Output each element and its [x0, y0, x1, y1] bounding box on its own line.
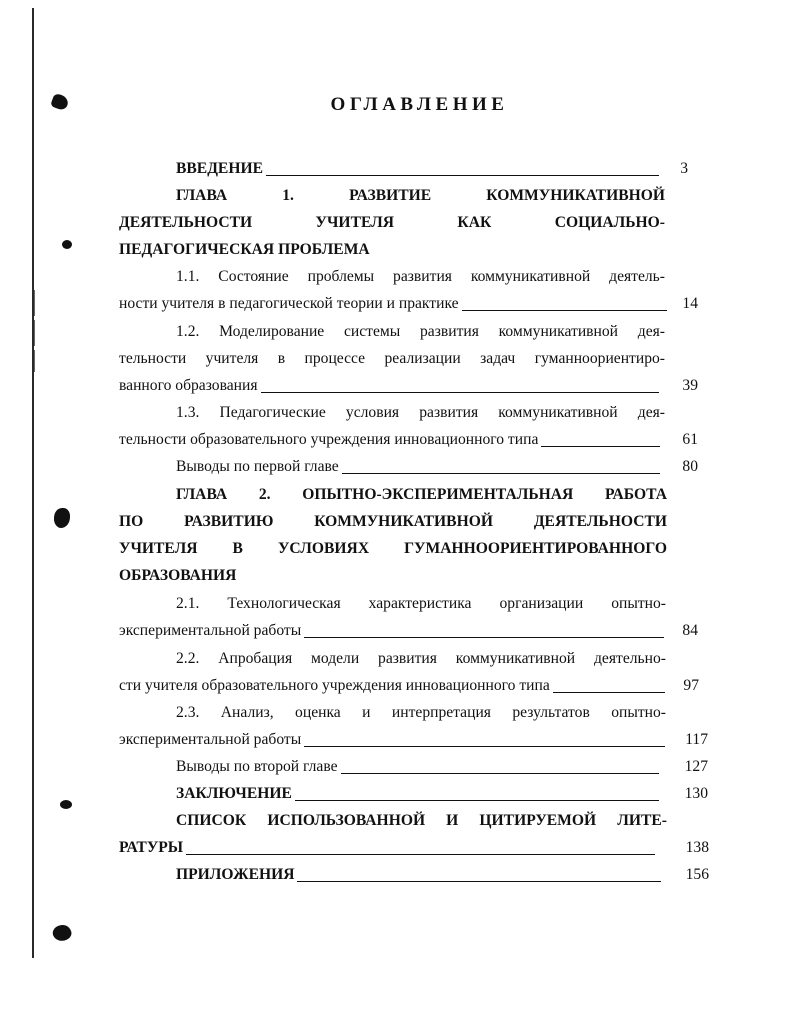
section-2-3	[119, 730, 665, 750]
section-1-3: 1.3. Педагогические условия развития коммуникативной дея-	[176, 404, 665, 421]
leader-line	[304, 746, 665, 747]
toc-entry-label: ПРИЛОЖЕНИЯ	[176, 866, 295, 883]
toc-entry-conclusion	[176, 784, 659, 804]
punch-hole-mark	[50, 922, 73, 944]
toc-entry-label: Выводы по второй главе	[176, 758, 338, 775]
scan-mark	[34, 290, 35, 316]
section-1-2: 1.2. Моделирование системы развития коммуникативной дея-	[176, 323, 665, 340]
leader-line	[297, 881, 661, 882]
toc-entry-label: экспериментальной работы	[119, 731, 302, 748]
page-number: 156	[685, 866, 709, 883]
page-number: 61	[682, 431, 698, 448]
section-1-3	[119, 430, 660, 450]
leader-line	[553, 692, 665, 693]
toc-entry-label: ВВЕДЕНИЕ	[176, 160, 263, 177]
toc-entry-label: Выводы по первой главе	[176, 458, 339, 475]
page-number: 117	[685, 731, 708, 748]
page-number: 80	[682, 458, 698, 475]
section-1-1: 1.1. Состояние проблемы развития коммуникативной деятель-	[176, 268, 665, 285]
toc-entry-label: тельности образовательного учреждения инновационного типа	[119, 431, 539, 448]
leader-line	[341, 773, 659, 774]
toc-entry-label: сти учителя образовательного учреждения инновационного типа	[119, 677, 550, 694]
section-2-2: 2.2. Апробация модели развития коммуникативной деятельно-	[176, 650, 666, 667]
punch-hole-mark	[62, 240, 72, 249]
section-1-2: тельности учителя в процессе реализации задач гуманноориентиро-	[119, 350, 665, 367]
page-number: 14	[682, 295, 698, 312]
leader-line	[295, 800, 659, 801]
toc-entry-label: ванного образования	[119, 377, 258, 394]
page-number: 138	[685, 839, 709, 856]
toc-entry-references	[119, 838, 655, 858]
punch-hole-mark	[60, 800, 72, 809]
toc-entry-intro	[176, 159, 659, 179]
toc-entry-label: РАТУРЫ	[119, 839, 184, 856]
page-number: 84	[682, 622, 698, 639]
toc-entry-label: экспериментальной работы	[119, 622, 302, 639]
page-number: 97	[683, 677, 699, 694]
chapter-2-heading: ГЛАВА 2. ОПЫТНО-ЭКСПЕРИМЕНТАЛЬНАЯ РАБОТА	[176, 486, 667, 503]
page-number: 130	[684, 785, 708, 802]
page-number: 3	[680, 160, 688, 177]
chapter-2-heading: УЧИТЕЛЯ В УСЛОВИЯХ ГУМАННООРИЕНТИРОВАННОГО	[119, 540, 667, 557]
chapter-1-heading: ПЕДАГОГИЧЕСКАЯ ПРОБЛЕМА	[119, 241, 370, 258]
leader-line	[186, 854, 655, 855]
punch-hole-mark	[54, 508, 70, 528]
chapter-1-heading: ГЛАВА 1. РАЗВИТИЕ КОММУНИКАТИВНОЙ	[176, 187, 665, 204]
section-2-3: 2.3. Анализ, оценка и интерпретация результатов опытно-	[176, 704, 666, 721]
section-2-1: 2.1. Технологическая характеристика организации опытно-	[176, 595, 666, 612]
section-1-2	[119, 376, 659, 396]
leader-line	[266, 175, 659, 176]
section-2-1	[119, 621, 664, 641]
leader-line	[342, 473, 660, 474]
chapter-2-heading: ПО РАЗВИТИЮ КОММУНИКАТИВНОЙ ДЕЯТЕЛЬНОСТИ	[119, 513, 667, 530]
scan-mark	[34, 320, 35, 346]
leader-line	[541, 446, 660, 447]
page-number: 127	[684, 758, 708, 775]
toc-entry-conclusions-2	[176, 757, 659, 777]
page-number: 39	[682, 377, 698, 394]
section-2-2	[119, 676, 665, 696]
chapter-1-heading: ДЕЯТЕЛЬНОСТИ УЧИТЕЛЯ КАК СОЦИАЛЬНО-	[119, 214, 665, 231]
leader-line	[304, 637, 664, 638]
scan-mark	[34, 350, 35, 372]
page-title: ОГЛАВЛЕНИЕ	[330, 94, 509, 115]
toc-entry-conclusions-1	[176, 457, 660, 477]
toc-entry-label: ности учителя в педагогической теории и практике	[119, 295, 459, 312]
binding-edge	[32, 8, 34, 958]
section-1-1	[119, 294, 667, 314]
leader-line	[261, 392, 659, 393]
toc-entry-references: СПИСОК ИСПОЛЬЗОВАННОЙ И ЦИТИРУЕМОЙ ЛИТЕ-	[176, 812, 667, 829]
chapter-2-heading: ОБРАЗОВАНИЯ	[119, 567, 237, 584]
toc-entry-appendix	[176, 865, 661, 885]
leader-line	[462, 310, 667, 311]
toc-entry-label: ЗАКЛЮЧЕНИЕ	[176, 785, 292, 802]
